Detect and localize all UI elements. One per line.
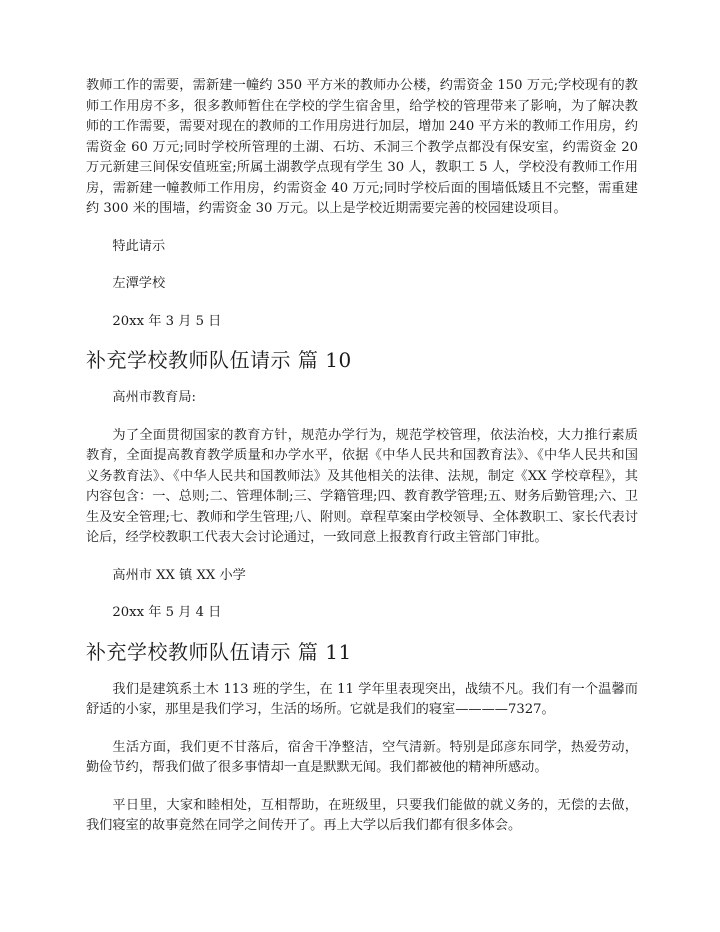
closing-line: 特此请示: [112, 238, 166, 254]
body-paragraph: 为了全面贯彻国家的教育方针，规范办学行为，规范学校管理，依法治校，大力推行素质教育，全面提高教育教学质量和办学水平，依据《中华人民共和国教育法》、《中华人民共和国义务教育法》、《中华人民共和国教师法》及其他相关的法律、法规，制定《XX 学校章程》，其内容包含：一、总则;二、管理体制;三、学籍管理;四、教育教学管理;五、财务后勤管理;六、卫生及安全管理;七、教师和学生管理;八、附则。章程草案由学校领导、全体教职工、家长代表讨论后，经学校教职工代表大会讨论通过，一致同意上报教育行政主管部门审批。: [86, 427, 638, 545]
section-heading: 补充学校教师队伍请示 篇 10: [86, 348, 352, 372]
body-paragraph: 生活方面，我们更不甘落后，宿舍干净整洁，空气清新。特别是邱彦东同学，热爱劳动，勤俭节约，帮我们做了很多事情却一直是默默无闻。我们都被他的精神所感动。: [86, 739, 638, 775]
salutation: 高州市教育局:: [112, 390, 196, 405]
date: 20xx 年 5 月 4 日: [112, 605, 222, 620]
signature: 左潭学校: [112, 276, 166, 291]
date: 20xx 年 3 月 5 日: [112, 313, 222, 329]
body-paragraph: 教师工作的需要，需新建一幢约 350 平方米的教师办公楼，约需资金 150 万元;学校现有的教师工作用房不多，很多教师暂住在学校的学生宿舍里，给学校的管理带来了影响，为了解决教师的工作需要，需要对现在的教师的工作用房进行加层，增加 240 平方米的教师工作用房，约需资金 60 万元;同时学校所管理的土湖、石坊、禾洞三个教学点都没有保安室，约需资金 20 万元新建三间保安值班室;所属土湖教学点现有学生 30 人，教职工 5 人，学校没有教师工作用房，需新建一幢教师工作用房，约需资金 40 万元;同时学校后面的围墙低矮且不完整，需重建约 300 米的围墙，约需资金 30 万元。以上是学校近期需要完善的校园建设项目。: [86, 78, 638, 216]
body-paragraph: 我们是建筑系土木 113 班的学生，在 11 学年里表现突出，战绩不凡。我们有一个温馨而舒适的小家，那里是我们学习，生活的场所。它就是我们的寝室————7327。: [86, 681, 638, 717]
document-page: [86, 76, 638, 837]
body-paragraph: 平日里，大家和睦相处，互相帮助，在班级里，只要我们能做的就义务的，无偿的去做，我们寝室的故事竟然在同学之间传开了。再上大学以后我们都有很多体会。: [86, 797, 638, 833]
section-heading: 补充学校教师队伍请示 篇 11: [86, 639, 352, 664]
signature: 高州市 XX 镇 XX 小学: [112, 567, 246, 583]
